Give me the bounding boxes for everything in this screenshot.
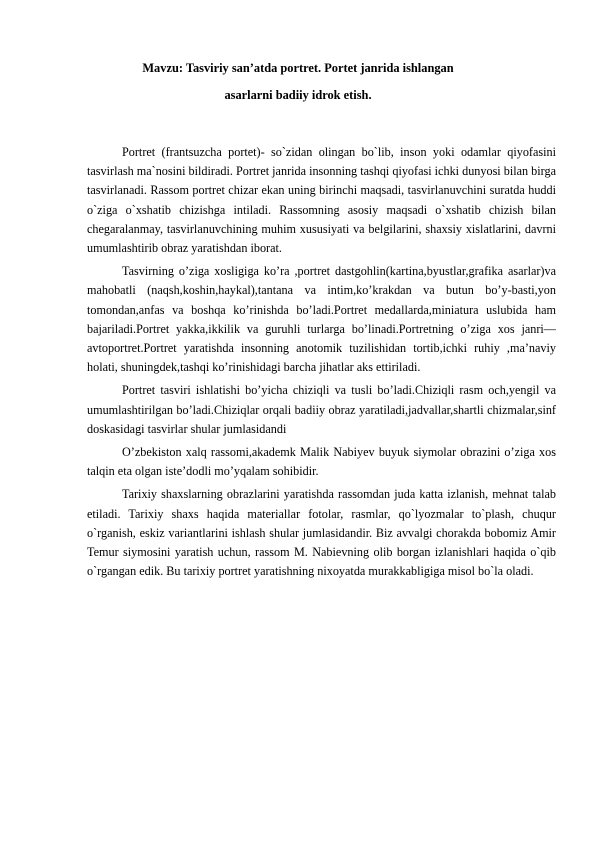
document-body (87, 143, 556, 585)
document-title-line-1: Mavzu: Tasviriy san’atda portret. Portet janrida ishlangan (142, 61, 454, 75)
paragraph-historical-portraits: Tarixiy shaxslarning obrazlarini yaratishda rassomdan juda katta izlanish, mehnat talab etiladi. Tarixiy shaxs haqida materiallar fotolar, rasmlar, qo`lyozmalar to`plash, chuqur o`rganish, eskiz variantlarini ishlash shular jumlasidandir. Biz avvalgi chorakda bobomiz Amir Temur siymosini yaratish uchun, rassom M. Nabievning olib borgan izlanishlari haqida o`qib o`rgangan edik. Bu tarixiy portret yaratishning nixoyatda murakkabligiga misol bo`la oladi. (87, 487, 556, 579)
paragraph-portrait-types: Tasvirning o’ziga xosligiga ko’ra ,portret dastgohlin(kartina,byustlar,grafika asarlar)va mahobatli (naqsh,koshin,haykal),tantana va intim,ko’krakdan va butun bo’y-basti,yon tomondan,anfas va boshqa ko’rinishda bo’ladi.Portret medallarda,miniatura uslubida ham bajariladi.Portret yakka,ikkilik va guruhli turlarga bo’linadi.Portretning o’ziga xos janri—avtoportret.Portret yaratishda insonning anotomik tuzilishidan tortib,ichki ruhiy ,ma’naviy holati, shuningdek,tashqi ko’rinishidagi barcha jihatlar aks ettiriladi. (87, 264, 556, 375)
paragraph-line-tone: Portret tasviri ishlatishi bo’yicha chiziqli va tusli bo’ladi.Chiziqli rasm och,yengil va umumlashtirilgan bo’ladi.Chiziqlar orqali badiiy obraz yaratiladi,jadvallar,shartli chizmalar,sinf doskasidagi tasvirlar shular jumlasidandi (87, 383, 556, 436)
paragraph-malik-nabiyev: O’zbekiston xalq rassomi,akademk Malik Nabiyev buyuk siymolar obrazini o’ziga xos talqin eta olgan iste’dodli mo’yqalam sohibidir. (87, 445, 556, 479)
paragraph-portrait-definition: Portret (frantsuzcha portet)- so`zidan olingan bo`lib, inson yoki odamlar qiyofasini tasvirlash ma`nosini bildiradi. Portret janrida insonning tashqi qiyofasi ichki dunyosi bilan birga tasvirlanadi. Rassom portret chizar ekan uning birinchi maqsadi, tasvirlanuvchini suratda huddi o`ziga o`xshatib chizishga intiladi. Rassomning asosiy maqsadi o`xshatib chizish bilan chegaralanmay, tasvirlanuvchining muhim xususiyati va belgilarini, shaxsiy xislatlarini, davrni umumlashtirib obraz yaratishdan iborat. (87, 145, 556, 256)
document-title-line-2: asarlarni badiiy idrok etish. (224, 88, 372, 102)
